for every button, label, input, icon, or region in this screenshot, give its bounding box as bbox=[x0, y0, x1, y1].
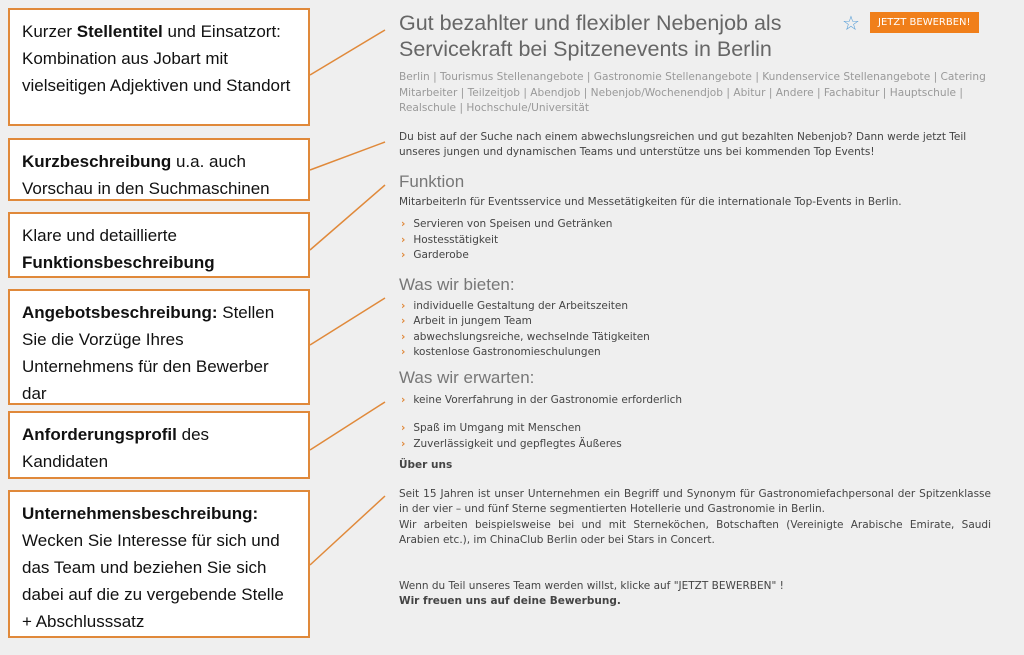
connector-line bbox=[310, 30, 385, 75]
job-tags[interactable]: Berlin | Tourismus Stellenangebote | Gastronomie Stellenangebote | Kundenservice Stellenangebote | Catering Mitarbeiter | Teilzeitjob | Abendjob | Nebenjob/Wochenendjob | Abitur | Andere | Fachabitur | Hauptschule | Realschule | Hochschule/Universität bbox=[399, 71, 986, 114]
annotation-text: des Kandidaten bbox=[22, 425, 210, 471]
erwarten-heading: Was wir erwarten: bbox=[399, 367, 535, 387]
bieten-list bbox=[399, 299, 991, 361]
annotation-offer bbox=[8, 289, 310, 405]
annotation-text: und Einsatzort: Kombination aus Jobart mit vielseitigen Adjektiven und Standort bbox=[22, 22, 291, 95]
connector-line bbox=[310, 496, 385, 565]
connector-line bbox=[310, 402, 385, 450]
list-item: › Garderobe bbox=[399, 248, 991, 264]
list-item: › Hostesstätigkeit bbox=[399, 233, 991, 249]
annotation-title bbox=[8, 8, 310, 126]
list-item: › individuelle Gestaltung der Arbeitszeiten bbox=[399, 299, 991, 315]
list-item: › keine Vorerfahrung in der Gastronomie erforderlich bbox=[399, 393, 991, 409]
list-item: › kostenlose Gastronomieschulungen bbox=[399, 345, 991, 361]
annotation-text: Klare und detaillierte bbox=[22, 226, 177, 245]
annotation-requirements bbox=[8, 411, 310, 479]
funktion-text: MitarbeiterIn für Eventsservice und Messetätigkeiten für die internationale Top-Events in Berlin. bbox=[399, 195, 902, 208]
annotation-company bbox=[8, 490, 310, 638]
closing-bold: Wir freuen uns auf deine Bewerbung. bbox=[399, 595, 621, 607]
annotation-bold-text: Funktionsbeschreibung bbox=[22, 253, 215, 272]
list-item: › abwechslungsreiche, wechselnde Tätigkeiten bbox=[399, 330, 991, 346]
annotation-short-description bbox=[8, 138, 310, 201]
annotation-text: Stellen Sie die Vorzüge Ihres Unternehmens für den Bewerber dar bbox=[22, 303, 275, 403]
annotation-text: Kurzer bbox=[22, 22, 77, 41]
funktion-list bbox=[399, 217, 991, 264]
annotation-bold-text: Kurzbeschreibung bbox=[22, 152, 172, 171]
annotation-bold-text: Unternehmensbeschreibung: bbox=[22, 504, 259, 523]
bieten-heading: Was wir bieten: bbox=[399, 274, 515, 294]
closing-text: Wenn du Teil unseres Team werden willst, klicke auf "JETZT BEWERBEN" ! bbox=[399, 579, 784, 592]
apply-button[interactable]: JETZT BEWERBEN! bbox=[870, 12, 979, 33]
funktion-heading: Funktion bbox=[399, 171, 465, 191]
about-paragraph-1: Seit 15 Jahren ist unser Unternehmen ein Begriff und Synonym für Gastronomiefachpersonal der Spitzenklasse in der vier – und fünf Sterne segmentierten Hotellerie und Gastronomie in Berlin. bbox=[399, 487, 991, 515]
annotation-text: Wecken Sie Interesse für sich und das Team und beziehen Sie sich dabei auf die zu vergebende Stelle + Abschlusssatz bbox=[22, 531, 284, 631]
erwarten-list bbox=[399, 393, 991, 453]
star-icon[interactable]: ☆ bbox=[842, 11, 860, 35]
list-item: › Servieren von Speisen und Getränken bbox=[399, 217, 991, 233]
list-item: › Spaß im Umgang mit Menschen bbox=[399, 421, 991, 437]
connector-line bbox=[310, 298, 385, 345]
annotation-bold-text: Anforderungsprofil bbox=[22, 425, 177, 444]
job-title: Gut bezahlter und flexibler Nebenjob als Servicekraft bei Spitzenevents in Berlin bbox=[399, 11, 782, 61]
intro-text: Du bist auf der Suche nach einem abwechslungsreichen und gut bezahlten Nebenjob? Dann werde jetzt Teil unseres jungen und dynamischen Teams und unterstütze uns bei kommenden Top Events! bbox=[399, 130, 967, 158]
connector-line bbox=[310, 185, 385, 250]
about-paragraph-2: Wir arbeiten beispielsweise bei und mit Sterneköchen, Botschaften (Vereinigte Arabische Emirate, Saudi Arabien etc.), im ChinaClub Berlin oder bei Stars in Concert. bbox=[399, 518, 991, 546]
annotation-text: u.a. auch Vorschau in den Suchmaschinen bbox=[22, 152, 270, 198]
about-heading: Über uns bbox=[399, 459, 453, 471]
connector-line bbox=[310, 142, 385, 170]
annotation-bold-text: Angebotsbeschreibung: bbox=[22, 303, 218, 322]
list-item: › Zuverlässigkeit und gepflegtes Äußeres bbox=[399, 437, 991, 453]
job-posting bbox=[399, 10, 991, 610]
annotation-function bbox=[8, 212, 310, 278]
annotation-bold-text: Stellentitel bbox=[76, 22, 163, 41]
list-item: › Arbeit in jungem Team bbox=[399, 314, 991, 330]
